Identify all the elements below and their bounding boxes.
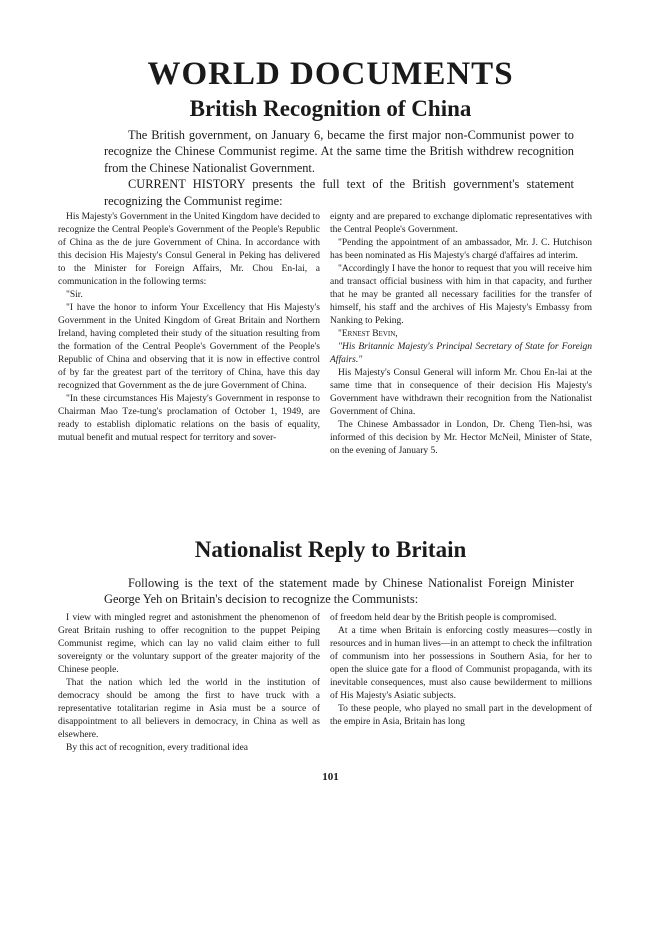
body-paragraph: By this act of recognition, every traditional idea bbox=[66, 743, 249, 753]
article-intro bbox=[104, 127, 574, 209]
body-column-left bbox=[58, 211, 320, 445]
body-column-left bbox=[58, 612, 320, 755]
body-paragraph: eignty and are prepared to exchange diplomatic representatives with the Central People's Government. bbox=[330, 212, 592, 235]
body-paragraph: To these people, who played no small part in the development of the empire in Asia, Britain has long bbox=[330, 704, 592, 727]
body-paragraph: At a time when Britain is enforcing costly measures—costly in resources and in human lives—in an attempt to check the infiltration of communism into her possessions in Southern Asia, for her to open the sluice gate for a flood of Communist propaganda, with its inevitable consequences, must also cause bewilderment to millions of His Majesty's Asiatic subjects. bbox=[330, 626, 592, 701]
body-column-right bbox=[330, 211, 592, 458]
body-paragraph: "I have the honor to inform Your Excellency that His Majesty's Government in the United Kingdom of Great Britain and Northern Ireland, having completed their study of the situation resulting from the formation of the Central People's Government of the People's Republic of China and observing that it is now in effective control of by far the greatest part of the territory of China, have this day recognized that Government as the de jure Government of China. bbox=[58, 303, 320, 391]
body-paragraph: "In these circumstances His Majesty's Government in response to Chairman Mao Tze-tung's proclamation of October 1, 1949, are ready to establish diplomatic relations on the basis of equality, mutual benefit and mutual respect for territory and sover- bbox=[58, 394, 320, 443]
body-paragraph: His Majesty's Government in the United Kingdom have decided to recognize the Central People's Government of the People's Republic of China as the de jure Government of China. In accordance with this decision His Majesty's Consul General in Peking has delivered to the Minister for Foreign Affairs, Mr. Chou En-lai, a communication in the following terms: bbox=[58, 212, 320, 287]
body-paragraph: "Pending the appointment of an ambassador, Mr. J. C. Hutchison has been nominated as His Majesty's chargé d'affaires ad interim. bbox=[330, 238, 592, 261]
section-masthead: WORLD DOCUMENTS bbox=[147, 56, 514, 92]
signature-title: "His Britannic Majesty's Principal Secretary of State for Foreign Affairs." bbox=[330, 342, 592, 365]
body-paragraph: "Accordingly I have the honor to request that you will receive him and transact official business with him in that capacity, and further that he may be granted all necessary facilities for the transfer of himself, his staff and the archives of His Majesty's Embassy from Nanking to Peking. bbox=[330, 264, 592, 326]
article-title-british-recognition: British Recognition of China bbox=[189, 96, 472, 121]
body-column-right bbox=[330, 612, 592, 729]
intro-paragraph: CURRENT HISTORY presents the full text of the British government's statement recognizing the Communist regime: bbox=[104, 177, 574, 208]
body-paragraph: I view with mingled regret and astonishment the phenomenon of Great Britain rushing to offer recognition to the puppet Peiping Communist regime, which can lay no valid claim either to full sovereignty or the voluntary support of the greater majority of the Chinese people. bbox=[58, 613, 320, 675]
article-intro bbox=[104, 575, 574, 608]
body-paragraph: The Chinese Ambassador in London, Dr. Cheng Tien-hsi, was informed of this decision by Mr. Hector McNeil, Minister of State, on the evening of January 5. bbox=[330, 420, 592, 456]
intro-paragraph: Following is the text of the statement made by Chinese Nationalist Foreign Minister George Yeh on Britain's decision to recognize the Communists: bbox=[104, 576, 574, 607]
intro-paragraph: The British government, on January 6, became the first major non-Communist power to recognize the Chinese Communist regime. At the same time the British withdrew recognition from the Chinese Nationalist Government. bbox=[104, 128, 574, 175]
letter-signature: "Ernest Bevin, bbox=[338, 329, 398, 339]
body-paragraph: of freedom held dear by the British people is compromised. bbox=[330, 613, 557, 623]
body-paragraph: "Sir. bbox=[66, 290, 83, 300]
article-title-nationalist-reply: Nationalist Reply to Britain bbox=[194, 537, 467, 562]
page-number: 101 bbox=[322, 771, 339, 783]
body-paragraph: That the nation which led the world in the institution of democracy should be among the first to have truck with a representative totalitarian regime in Asia must be a source of disappointment to all believers in democracy, in China as well as elsewhere. bbox=[58, 678, 320, 740]
body-paragraph: His Majesty's Consul General will inform Mr. Chou En-lai at the same time that in consequence of their decision His Majesty's Government have withdrawn their recognition from the Nationalist Government of China. bbox=[330, 368, 592, 417]
